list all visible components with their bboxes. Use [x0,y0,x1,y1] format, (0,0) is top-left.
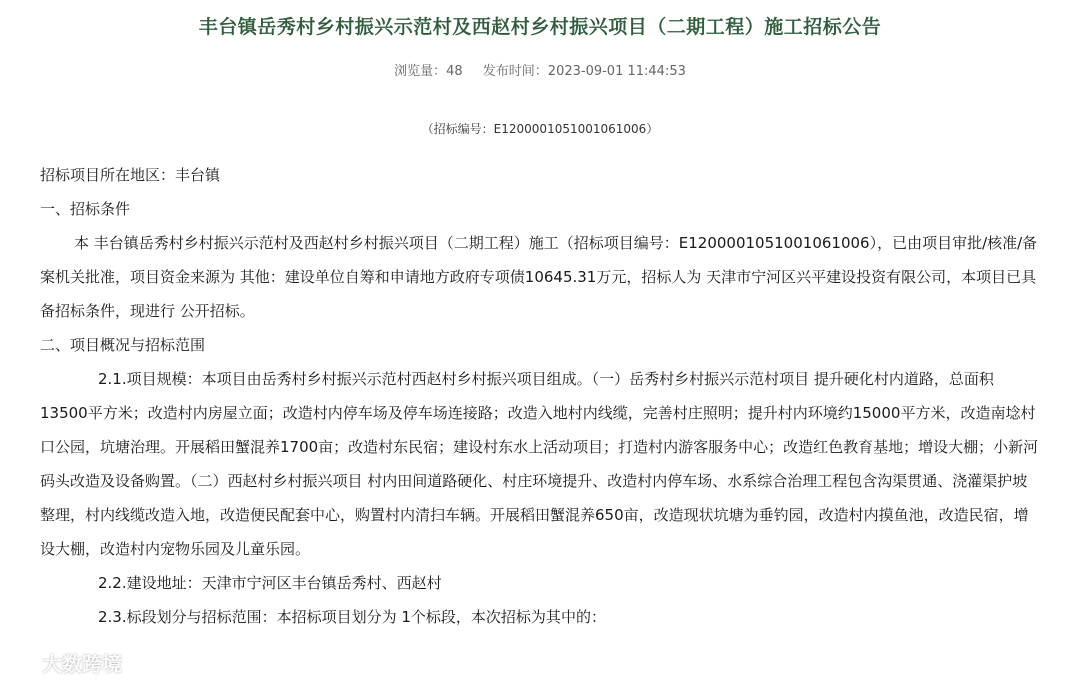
lot-division: 2.3.标段划分与招标范围：本招标项目划分为 1个标段，本次招标为其中的： [98,608,606,626]
view-count: 浏览量：48 [394,64,463,79]
article-body [40,158,1040,634]
bid-number: （招标编号：E1200001051001061006） [421,122,659,136]
section-heading-conditions: 一、招标条件 [40,200,131,218]
project-location: 招标项目所在地区：丰台镇 [40,166,221,184]
publish-time: 发布时间：2023-09-01 11:44:53 [482,64,686,79]
project-scale-paragraph: 2.1.项目规模：本项目由岳秀村乡村振兴示范村西赵村乡村振兴项目组成。（一）岳秀村乡村振兴示范村项目 提升硬化村内道路，总面积13500平方米；改造村内房屋立面；改造村内停车场及停车场连接路；改造入地村内线缆，完善村庄照明；提升村内环境约15000平方米，改造南埝村口公园，坑塘治理。开展稻田蟹混养1700亩；改造村东民宿；建设村东水上活动项目；打造村内游客服务中心；改造红色教育基地；增设大棚；小新河码头改造及设备购置。（二）西赵村乡村振兴项目 村内田间道路硬化、村庄环境提升、改造村内停车场、水系综合治理工程包含沟渠贯通、浇灌渠护坡整理，村内线缆改造入地，改造便民配套中心，购置村内清扫车辆。开展稻田蟹混养650亩，改造现状坑塘为垂钓园，改造村内摸鱼池，改造民宿，增设大棚，改造村内宠物乐园及儿童乐园。 [40,370,1039,558]
construction-address: 2.2.建设地址：天津市宁河区丰台镇岳秀村、西赵村 [98,574,442,592]
conditions-paragraph: 本 丰台镇岳秀村乡村振兴示范村及西赵村乡村振兴项目（二期工程）施工（招标项目编号：E1200001051001061006），已由项目审批/核准/备案机关批准，项目资金来源为 其他：建设单位自筹和申请地方政府专项债10645.31万元，招标人为 天津市宁河区兴平建设投资有限公司，本项目已具备招标条件，现进行 公开招标。 [40,234,1038,320]
section-heading-overview: 二、项目概况与招标范围 [40,336,206,354]
watermark [6,644,122,680]
watermark-text: 大数跨境 [42,651,122,676]
page-title: 丰台镇岳秀村乡村振兴示范村及西赵村乡村振兴项目（二期工程）施工招标公告 [198,16,882,38]
article-meta [0,60,1080,79]
weibo-icon [6,649,36,675]
